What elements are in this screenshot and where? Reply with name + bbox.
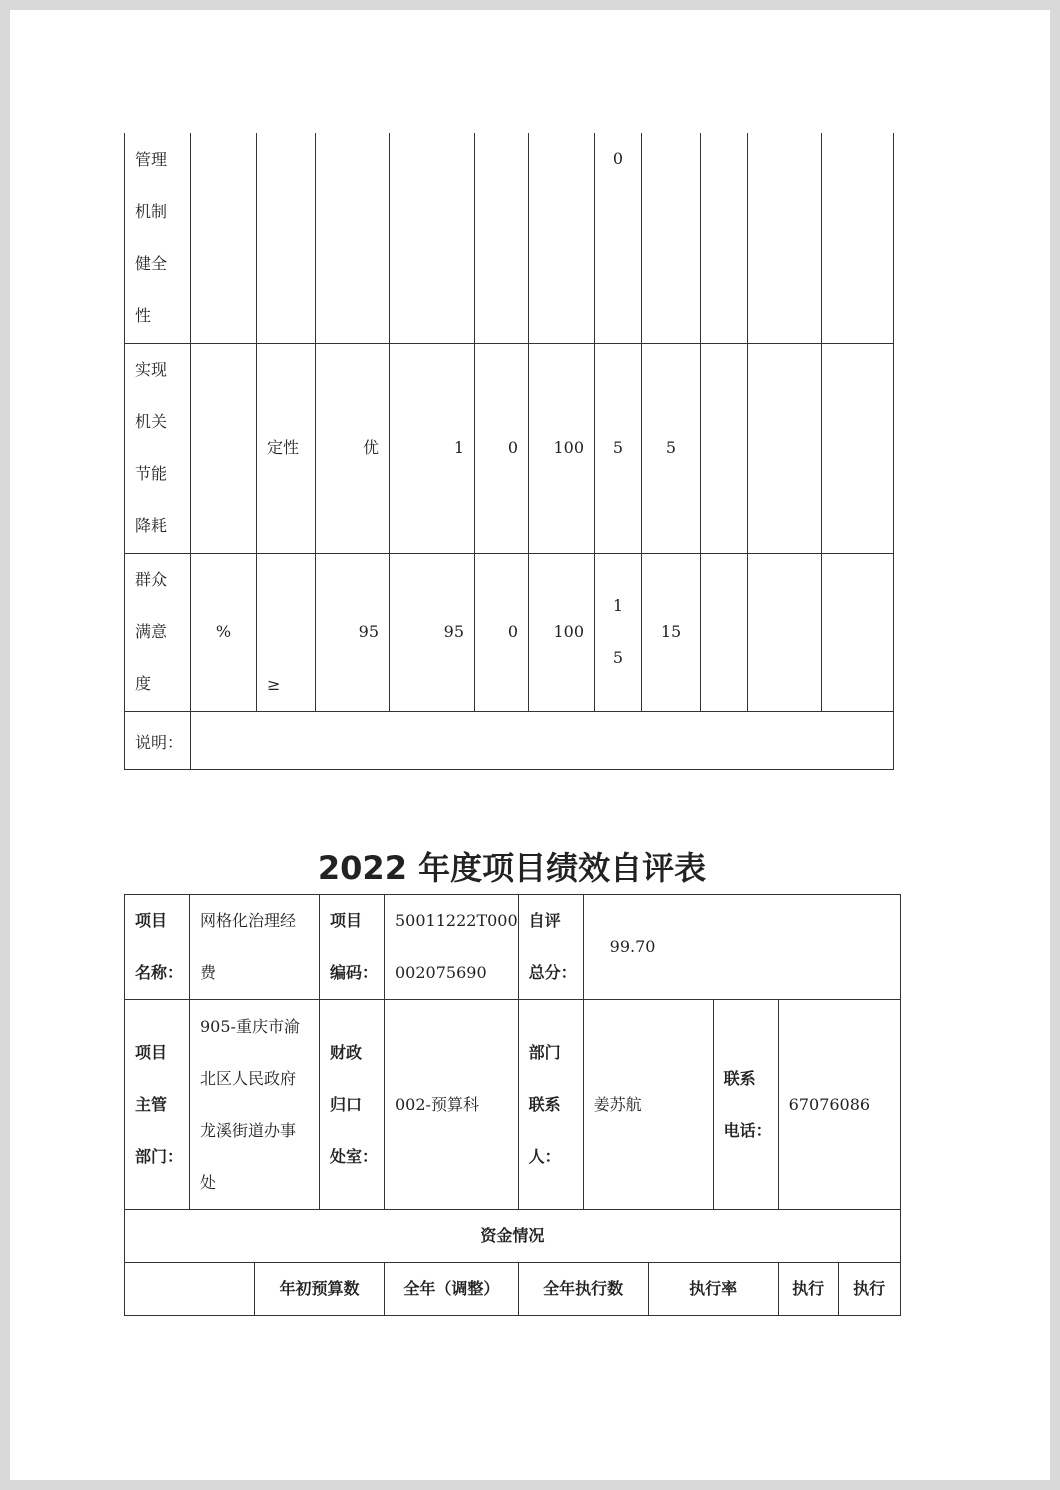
rate-cell	[529, 133, 595, 343]
target-cell: 95	[316, 553, 390, 711]
evaluation-form	[124, 894, 901, 1316]
table-row	[125, 553, 894, 711]
header-execution-b: 执行	[838, 1263, 900, 1316]
self-score-value: 99.70	[583, 895, 900, 1000]
note-content	[191, 711, 894, 769]
header-initial-budget: 年初预算数	[255, 1263, 385, 1316]
header-execution-rate: 执行率	[648, 1263, 778, 1316]
table-row	[125, 133, 894, 343]
actual-cell	[475, 133, 529, 343]
table-row	[125, 895, 901, 1000]
table-row	[125, 343, 894, 553]
note-label: 说明：	[125, 711, 191, 769]
rate-cell: 100	[529, 553, 595, 711]
indicator-name: 实现 机关 节能 降耗	[125, 343, 191, 553]
points-cell	[642, 133, 701, 343]
target-cell	[316, 133, 390, 343]
score-cell: 1 5	[595, 553, 642, 711]
rate-cell: 100	[529, 343, 595, 553]
header-adjusted: 全年（调整）	[385, 1263, 519, 1316]
operator-cell: ≥	[257, 553, 316, 711]
funds-section-row	[125, 1210, 901, 1263]
header-executed: 全年执行数	[518, 1263, 648, 1316]
contact-value: 姜苏航	[583, 1000, 713, 1210]
points-cell: 5	[642, 343, 701, 553]
weight-cell: 1	[390, 343, 475, 553]
phone-label: 联系 电话：	[713, 1000, 778, 1210]
funds-section-title: 资金情况	[125, 1210, 901, 1263]
score-cell: 0	[595, 133, 642, 343]
project-name-value: 网格化治理经 费	[190, 895, 320, 1000]
table-row	[125, 1000, 901, 1210]
actual-cell: 0	[475, 343, 529, 553]
self-score-label: 自评 总分：	[518, 895, 583, 1000]
operator-cell	[257, 133, 316, 343]
project-name-label: 项目 名称：	[125, 895, 190, 1000]
score-cell: 5	[595, 343, 642, 553]
indicator-name: 群众 满意 度	[125, 553, 191, 711]
unit-cell	[191, 343, 257, 553]
note-row	[125, 711, 894, 769]
header-execution-a: 执行	[778, 1263, 838, 1316]
unit-cell	[191, 133, 257, 343]
project-code-label: 项目 编码：	[320, 895, 385, 1000]
indicator-name: 管理 机制 健全 性	[125, 133, 191, 343]
dept-value: 905-重庆市渝 北区人民政府 龙溪街道办事 处	[190, 1000, 320, 1210]
contact-label: 部门 联系 人：	[518, 1000, 583, 1210]
finance-office-label: 财政 归口 处室：	[320, 1000, 385, 1210]
weight-cell: 95	[390, 553, 475, 711]
points-cell: 15	[642, 553, 701, 711]
funds-header-row	[125, 1263, 901, 1316]
target-cell: 优	[316, 343, 390, 553]
operator-cell: 定性	[257, 343, 316, 553]
phone-value: 67076086	[778, 1000, 900, 1210]
project-code-value: 50011222T000 002075690	[385, 895, 519, 1000]
dept-label: 项目 主管 部门：	[125, 1000, 190, 1210]
finance-office-value: 002-预算科	[385, 1000, 519, 1210]
actual-cell: 0	[475, 553, 529, 711]
indicator-table	[124, 133, 894, 770]
form-title: 2022 年度项目绩效自评表	[317, 849, 707, 887]
unit-cell: %	[191, 553, 257, 711]
weight-cell	[390, 133, 475, 343]
